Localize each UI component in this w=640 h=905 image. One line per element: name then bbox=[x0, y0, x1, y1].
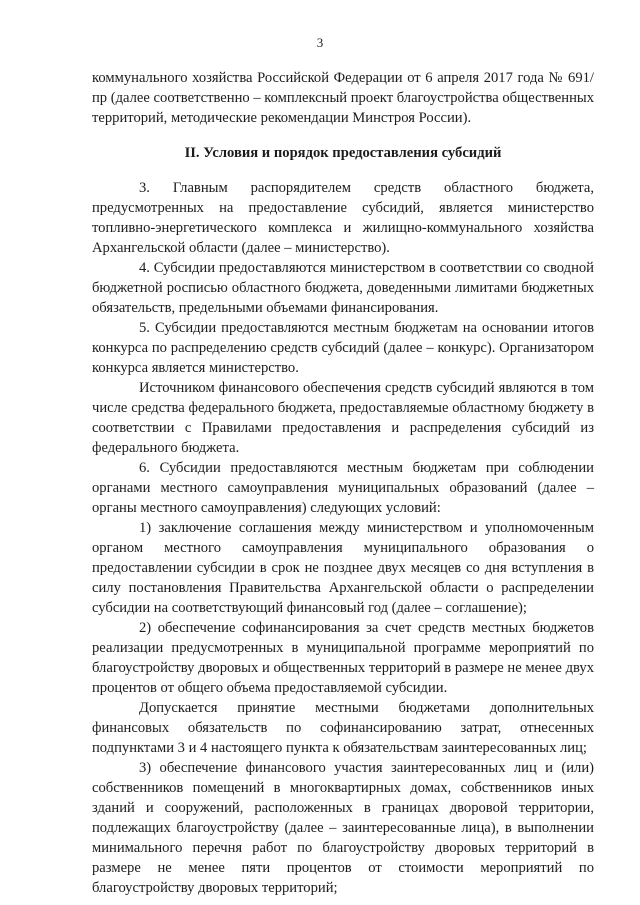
paragraph-funding-source: Источником финансового обеспечения средств субсидий являются в том числе средства федерального бюджета, предоставляемые областному бюджету в соответствии с Правилами предоставления и распределения субсидий из федерального бюджета. bbox=[92, 380, 594, 456]
page-number: 3 bbox=[316, 35, 324, 50]
subitem-2: 2) обеспечение софинансирования за счет средств местных бюджетов реализации предусмотренных в муниципальной программе мероприятий по благоустройству дворовых и общественных территорий в размере не менее двух процентов от общего объема предоставляемой субсидии. bbox=[92, 620, 594, 696]
paragraph-additional-obligations: Допускается принятие местными бюджетами дополнительных финансовых обязательств по софинансированию затрат, отнесенных подпунктами 3 и 4 настоящего пункта к обязательствам заинтересованных лиц; bbox=[92, 700, 594, 756]
subitem-1: 1) заключение соглашения между министерством и уполномоченным органом местного самоуправления муниципального образования о предоставлении субсидии в срок не позднее двух месяцев со дня вступления в силу постановления Правительства Архангельской области о распределении субсидии на соответствующий финансовый год (далее – соглашение); bbox=[92, 520, 594, 616]
paragraph-4: 4. Субсидии предоставляются министерством в соответствии со сводной бюджетной росписью областного бюджета, доведенными лимитами бюджетных обязательств, предельными объемами финансирования. bbox=[92, 260, 594, 316]
subitem-3: 3) обеспечение финансового участия заинтересованных лиц и (или) собственников помещений в многоквартирных домах, собственников иных зданий и сооружений, расположенных в границах дворовой территории, подлежащих благоустройству (далее – заинтересованные лица), в выполнении минимального перечня работ по благоустройству дворовых территорий в размере не менее пяти процентов от стоимости мероприятий по благоустройству дворовых территорий; bbox=[92, 760, 594, 896]
section-heading: II. Условия и порядок предоставления субсидий bbox=[184, 145, 502, 161]
paragraph-3: 3. Главным распорядителем средств областного бюджета, предусмотренных на предоставление субсидий, является министерство топливно-энергетического комплекса и жилищно-коммунального хозяйства Архангельской области (далее – министерство). bbox=[92, 180, 594, 256]
paragraph-6: 6. Субсидии предоставляются местным бюджетам при соблюдении органами местного самоуправления муниципальных образований (далее – органы местного самоуправления) следующих условий: bbox=[92, 460, 594, 516]
paragraph-continuation: коммунального хозяйства Российской Федерации от 6 апреля 2017 года № 691/пр (далее соответственно – комплексный проект благоустройства общественных территорий, методические рекомендации Минстроя России). bbox=[92, 70, 594, 126]
paragraph-5: 5. Субсидии предоставляются местным бюджетам на основании итогов конкурса по распределению средств субсидий (далее – конкурс). Организатором конкурса является министерство. bbox=[92, 320, 594, 376]
document-body bbox=[92, 68, 594, 898]
